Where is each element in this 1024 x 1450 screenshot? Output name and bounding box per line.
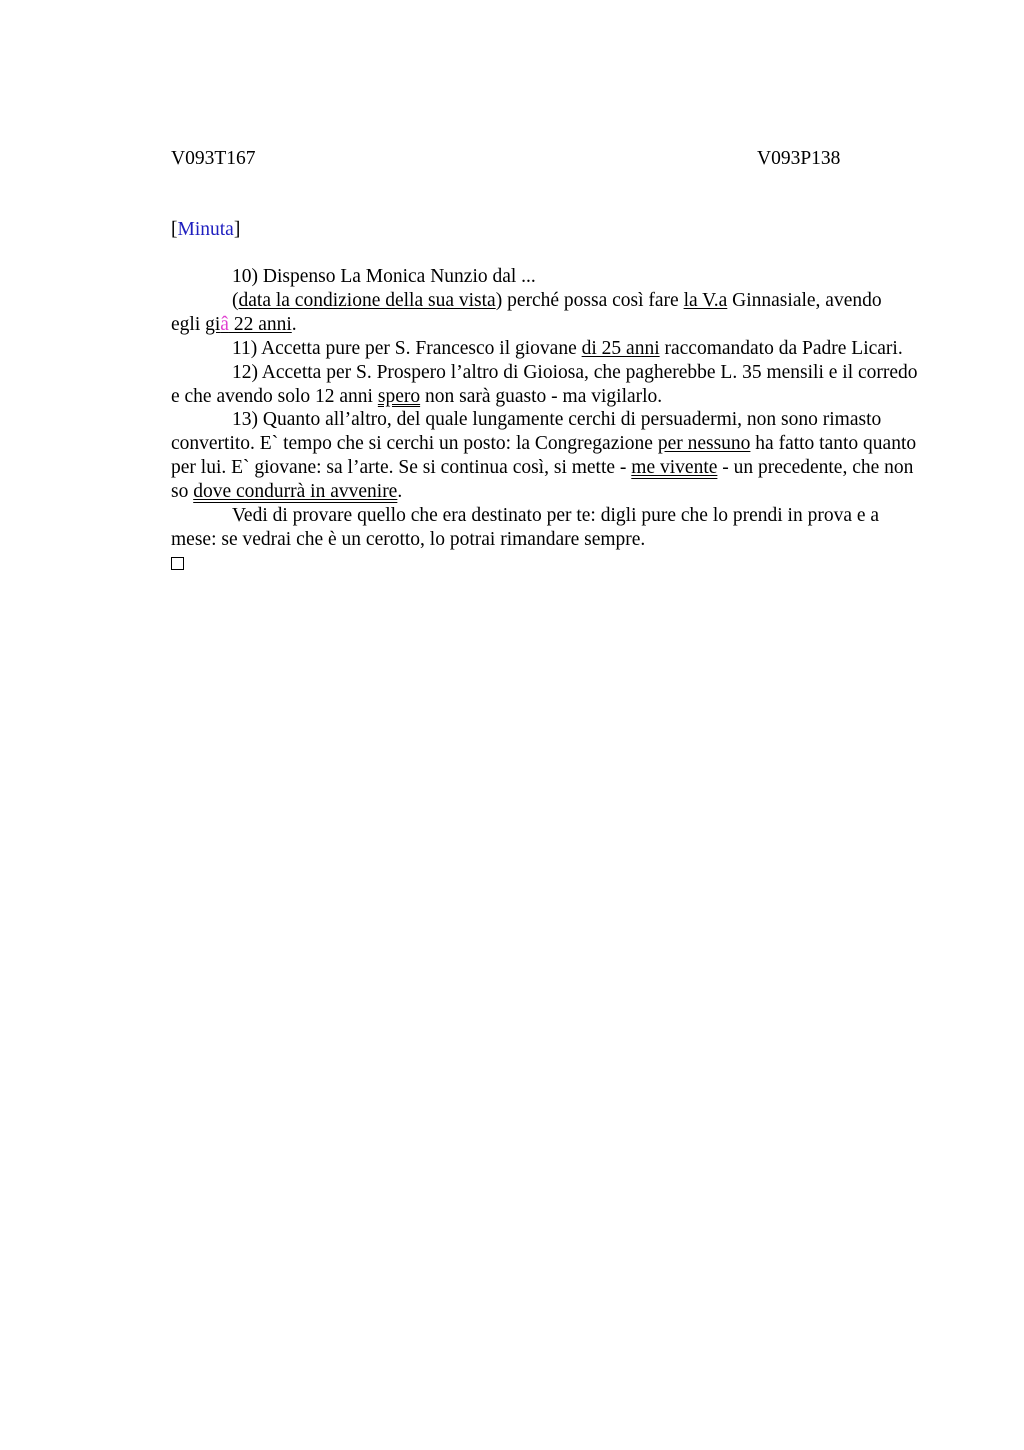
item-12-text: 12) Accetta per S. Prospero l’altro di Gioiosa, che pagherebbe L. 35 mensili e il corredo e che avendo solo 12 anni bbox=[171, 361, 918, 407]
item-10-text: ) perché possa così fare bbox=[495, 289, 684, 311]
period: . bbox=[291, 313, 297, 335]
accent-correction: â bbox=[220, 313, 229, 335]
item-10-line3 bbox=[171, 313, 927, 337]
item-10-line1: 10) Dispenso La Monica Nunzio dal ... bbox=[232, 266, 536, 287]
item-12 bbox=[171, 361, 927, 409]
bracket-close: ] bbox=[233, 219, 241, 240]
anni-part: 22 anni bbox=[228, 313, 292, 335]
underlined-25-anni: di 25 anni bbox=[581, 337, 660, 359]
period: . bbox=[397, 481, 403, 503]
item-12-text-2: non sarà guasto - ma vigilarlo. bbox=[420, 385, 663, 407]
item-10-line2 bbox=[171, 289, 927, 313]
square-icon bbox=[171, 557, 184, 570]
underlined-vista: data la condizione della sua vista bbox=[238, 289, 496, 311]
underlined-avvenire: dove condurrà in avvenire bbox=[193, 481, 398, 503]
item-11 bbox=[171, 337, 927, 361]
closing-paragraph: Vedi di provare quello che era destinato per te: digli pure che lo prendi in prova e a mese: se vedrai che è un cerotto, lo potrai rimandare sempre. bbox=[171, 505, 880, 550]
minuta-label bbox=[171, 218, 240, 242]
minuta-word: Minuta bbox=[177, 219, 234, 240]
gia-part: gi bbox=[205, 313, 221, 335]
header-left-code: V093T167 bbox=[171, 148, 256, 169]
item-13-text: 13) Quanto all’altro, del quale lungamente cerchi di persuadermi, non sono rimasto convertito. E` tempo che si cerchi un posto: la Congregazione bbox=[171, 409, 882, 455]
item-10-text-2: Ginnasiale, avendo bbox=[727, 289, 882, 311]
header-right-code: V093P138 bbox=[757, 148, 841, 169]
item-13-text-2: ha fatto tanto quanto per lui. E` giovane: sa l’arte. Se si continua così, si mette - bbox=[171, 433, 917, 479]
item-11-text-2: raccomandato da Padre Licari. bbox=[659, 337, 903, 359]
underlined-anni bbox=[205, 314, 292, 335]
item-13 bbox=[171, 408, 927, 504]
end-marker-box bbox=[171, 552, 927, 577]
underlined-me-vivente: me vivente bbox=[631, 457, 718, 479]
item-10-text-3: egli bbox=[171, 313, 206, 335]
underlined-va: la V.a bbox=[683, 289, 728, 311]
open-paren: ( bbox=[232, 289, 239, 311]
item-13-text-3: - un precedente, che non so bbox=[171, 457, 914, 503]
item-11-text: 11) Accetta pure per S. Francesco il giovane bbox=[232, 337, 582, 359]
bracket-open: [ bbox=[171, 219, 178, 240]
underlined-per-nessuno: per nessuno bbox=[657, 433, 751, 455]
letter-body bbox=[171, 265, 927, 577]
underlined-spero: spero bbox=[377, 385, 421, 407]
